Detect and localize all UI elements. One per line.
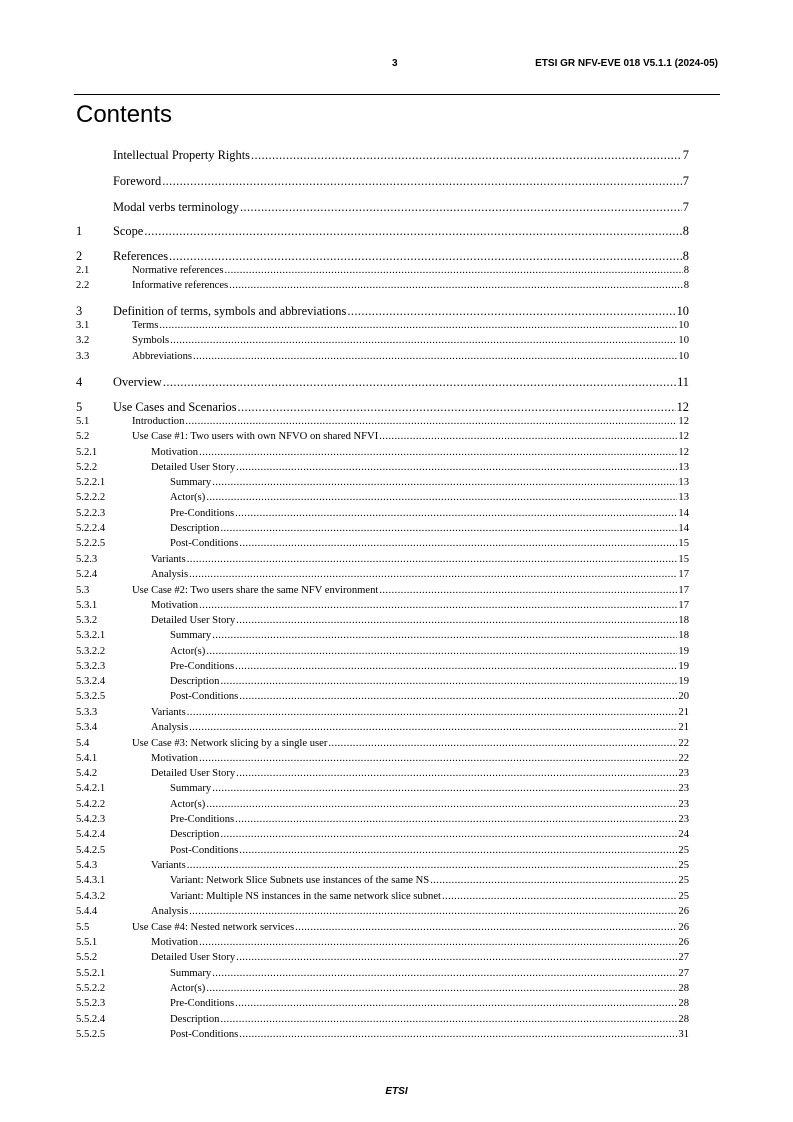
toc-entry-title: Analysis <box>151 569 189 580</box>
toc-dot-leader <box>169 249 682 264</box>
toc-dot-leader <box>162 174 682 189</box>
toc-entry-page: 23 <box>678 768 689 779</box>
toc-entry-title: Pre-Conditions <box>170 508 235 519</box>
footer-organization: ETSI <box>385 1086 408 1097</box>
toc-dot-leader <box>199 937 677 948</box>
toc-dot-leader <box>430 875 677 886</box>
toc-entry-title: Scope <box>113 224 144 238</box>
toc-entry-page: 22 <box>678 738 689 749</box>
toc-dot-leader <box>187 554 678 565</box>
toc-dot-leader <box>187 707 678 718</box>
toc-entry-title: Motivation <box>151 937 199 948</box>
toc-dot-leader <box>189 569 677 580</box>
toc-entry-page: 10 <box>678 351 689 362</box>
toc-entry-number: 5.3.3 <box>76 707 98 718</box>
toc-entry[interactable] <box>76 200 689 216</box>
toc-entry[interactable] <box>76 304 689 320</box>
toc-dot-leader <box>239 691 677 702</box>
toc-dot-leader <box>251 148 682 163</box>
toc-entry[interactable] <box>76 1014 689 1028</box>
toc-entry-number: 5.2.2.5 <box>76 538 106 549</box>
toc-entry-number: 5.3.1 <box>76 600 98 611</box>
toc-entry[interactable] <box>76 400 689 416</box>
toc-dot-leader <box>239 1029 677 1040</box>
toc-entry[interactable] <box>76 891 689 905</box>
toc-dot-leader <box>229 280 683 291</box>
toc-dot-leader <box>199 447 677 458</box>
header-page-number: 3 <box>392 58 398 69</box>
toc-entry[interactable] <box>76 585 689 599</box>
toc-entry-title: Use Case #3: Network slicing by a single user <box>132 738 328 749</box>
toc-entry-title: Detailed User Story <box>151 952 236 963</box>
toc-dot-leader <box>236 952 677 963</box>
toc-entry-page: 8 <box>682 249 689 263</box>
toc-entry-page: 28 <box>678 983 689 994</box>
toc-entry[interactable] <box>76 952 689 966</box>
toc-entry[interactable] <box>76 569 689 583</box>
toc-entry-number: 3.2 <box>76 335 90 346</box>
toc-entry-page: 25 <box>678 891 689 902</box>
toc-entry-title: Modal verbs terminology <box>113 200 239 214</box>
toc-entry-page: 26 <box>678 937 689 948</box>
toc-entry[interactable] <box>76 783 689 797</box>
toc-entry-number: 5.2.2 <box>76 462 98 473</box>
toc-entry-number: 5.2.2.2 <box>76 492 106 503</box>
toc-dot-leader <box>235 661 677 672</box>
toc-dot-leader <box>159 320 677 331</box>
toc-entry-page: 26 <box>678 922 689 933</box>
toc-entry-page: 31 <box>678 1029 689 1040</box>
toc-entry-number: 5.3 <box>76 585 90 596</box>
toc-entry[interactable] <box>76 768 689 782</box>
toc-entry-page: 15 <box>678 538 689 549</box>
toc-entry[interactable] <box>76 753 689 767</box>
toc-entry-title: Summary <box>170 783 212 794</box>
toc-entry[interactable] <box>76 646 689 660</box>
toc-dot-leader <box>185 416 677 427</box>
toc-entry-number: 5.5.2.3 <box>76 998 106 1009</box>
toc-entry-page: 19 <box>678 676 689 687</box>
toc-entry-title: Motivation <box>151 600 199 611</box>
toc-entry-number: 5.2.1 <box>76 447 98 458</box>
toc-entry[interactable] <box>76 174 689 190</box>
toc-entry-number: 5.5.2.5 <box>76 1029 106 1040</box>
toc-dot-leader <box>328 738 677 749</box>
toc-dot-leader <box>220 523 677 534</box>
toc-entry[interactable] <box>76 492 689 506</box>
toc-entry-page: 10 <box>678 335 689 346</box>
toc-entry-number: 5.4.2 <box>76 768 98 779</box>
toc-entry-title: References <box>113 249 169 263</box>
toc-entry-title: Description <box>170 1014 220 1025</box>
toc-entry-title: Variants <box>151 860 186 871</box>
toc-dot-leader <box>236 615 677 626</box>
toc-dot-leader <box>236 462 677 473</box>
toc-entry[interactable] <box>76 148 689 164</box>
toc-entry-page: 19 <box>678 646 689 657</box>
toc-entry-title: Variants <box>151 707 186 718</box>
toc-entry-page: 10 <box>678 320 689 331</box>
toc-entry-page: 28 <box>678 998 689 1009</box>
toc-dot-leader <box>189 906 677 917</box>
toc-entry[interactable] <box>76 249 689 265</box>
toc-dot-leader <box>189 722 677 733</box>
toc-entry-number: 3.1 <box>76 320 90 331</box>
toc-entry-title: Abbreviations <box>132 351 193 362</box>
toc-entry[interactable] <box>76 906 689 920</box>
toc-entry-page: 12 <box>678 447 689 458</box>
toc-entry-number: 5.3.2.3 <box>76 661 106 672</box>
toc-entry[interactable] <box>76 523 689 537</box>
toc-entry-page: 27 <box>678 968 689 979</box>
toc-entry-title: Use Case #4: Nested network services <box>132 922 295 933</box>
toc-dot-leader <box>206 492 677 503</box>
page-title: Contents <box>76 101 173 128</box>
toc-entry-number: 1 <box>76 224 83 238</box>
toc-dot-leader <box>212 783 677 794</box>
toc-entry-title: Summary <box>170 968 212 979</box>
toc-dot-leader <box>238 400 676 415</box>
toc-dot-leader <box>347 304 675 319</box>
toc-entry-number: 2.1 <box>76 265 90 276</box>
header-document-id: ETSI GR NFV-EVE 018 V5.1.1 (2024-05) <box>535 58 718 69</box>
toc-entry-page: 21 <box>678 722 689 733</box>
toc-entry-title: Motivation <box>151 753 199 764</box>
toc-entry-page: 23 <box>678 799 689 810</box>
toc-entry-title: Introduction <box>132 416 185 427</box>
toc-dot-leader <box>220 1014 677 1025</box>
toc-entry[interactable] <box>76 829 689 843</box>
toc-dot-leader <box>199 753 677 764</box>
toc-dot-leader <box>295 922 677 933</box>
toc-entry[interactable] <box>76 845 689 859</box>
toc-entry-title: Summary <box>170 477 212 488</box>
toc-entry-page: 25 <box>678 875 689 886</box>
toc-entry[interactable] <box>76 431 689 445</box>
toc-entry-number: 3.3 <box>76 351 90 362</box>
toc-dot-leader <box>212 477 677 488</box>
toc-dot-leader <box>206 646 677 657</box>
header-rule <box>74 94 720 95</box>
toc-entry[interactable] <box>76 462 689 476</box>
toc-entry-page: 28 <box>678 1014 689 1025</box>
toc-entry[interactable] <box>76 691 689 705</box>
toc-entry-number: 5.2.2.4 <box>76 523 106 534</box>
toc-entry-page: 8 <box>683 265 689 276</box>
toc-entry-title: Pre-Conditions <box>170 998 235 1009</box>
toc-entry-number: 5.4.4 <box>76 906 98 917</box>
toc-entry-number: 5.3.2.5 <box>76 691 106 702</box>
toc-entry-number: 5.5.2 <box>76 952 98 963</box>
toc-entry-title: Description <box>170 829 220 840</box>
toc-entry[interactable] <box>76 320 689 334</box>
toc-entry-page: 25 <box>678 860 689 871</box>
toc-entry[interactable] <box>76 875 689 889</box>
toc-entry-title: Analysis <box>151 722 189 733</box>
toc-dot-leader <box>193 351 677 362</box>
toc-entry-title: Pre-Conditions <box>170 814 235 825</box>
toc-entry-title: Use Cases and Scenarios <box>113 400 237 414</box>
toc-entry-page: 13 <box>678 477 689 488</box>
toc-entry-page: 26 <box>678 906 689 917</box>
toc-dot-leader <box>442 891 677 902</box>
toc-entry-page: 19 <box>678 661 689 672</box>
toc-entry[interactable] <box>76 968 689 982</box>
toc-entry[interactable] <box>76 265 689 279</box>
toc-dot-leader <box>212 968 677 979</box>
toc-dot-leader <box>239 538 677 549</box>
toc-entry-number: 5.4.3.1 <box>76 875 106 886</box>
toc-entry-page: 23 <box>678 783 689 794</box>
toc-entry-title: Variants <box>151 554 186 565</box>
toc-entry-number: 5.3.4 <box>76 722 98 733</box>
toc-entry-page: 11 <box>677 375 689 389</box>
toc-entry-title: Use Case #1: Two users with own NFVO on shared NFVI <box>132 431 379 442</box>
toc-entry[interactable] <box>76 224 689 240</box>
toc-entry[interactable] <box>76 738 689 752</box>
toc-entry[interactable] <box>76 477 689 491</box>
toc-entry-title: Variant: Multiple NS instances in the same network slice subnet <box>170 891 441 902</box>
toc-entry[interactable] <box>76 375 689 391</box>
toc-entry-title: Overview <box>113 375 162 389</box>
toc-dot-leader <box>206 983 677 994</box>
toc-dot-leader <box>206 799 677 810</box>
toc-entry-page: 15 <box>678 554 689 565</box>
toc-entry-page: 20 <box>678 691 689 702</box>
toc-entry-title: Analysis <box>151 906 189 917</box>
toc-entry-title: Post-Conditions <box>170 845 239 856</box>
toc-dot-leader <box>240 200 682 215</box>
toc-entry-title: Actor(s) <box>170 983 206 994</box>
toc-entry-number: 5.5.1 <box>76 937 98 948</box>
toc-entry-title: Motivation <box>151 447 199 458</box>
toc-dot-leader <box>144 224 682 239</box>
toc-entry-page: 8 <box>682 224 689 238</box>
toc-entry-page: 12 <box>678 416 689 427</box>
toc-entry-number: 5.3.2.4 <box>76 676 106 687</box>
toc-entry-title: Terms <box>132 320 159 331</box>
toc-entry-number: 5.2.2.3 <box>76 508 106 519</box>
toc-entry[interactable] <box>76 983 689 997</box>
toc-entry-number: 5 <box>76 400 83 414</box>
toc-entry-page: 7 <box>682 200 689 214</box>
toc-entry-number: 5.5.2.2 <box>76 983 106 994</box>
toc-entry[interactable] <box>76 937 689 951</box>
toc-entry-title: Actor(s) <box>170 799 206 810</box>
toc-entry[interactable] <box>76 416 689 430</box>
toc-entry-number: 5.3.2.1 <box>76 630 106 641</box>
toc-entry-title: Post-Conditions <box>170 538 239 549</box>
toc-entry-number: 5.4.2.4 <box>76 829 106 840</box>
toc-entry-number: 5.2.3 <box>76 554 98 565</box>
toc-entry[interactable] <box>76 538 689 552</box>
toc-entry-page: 24 <box>678 829 689 840</box>
toc-entry-number: 5.3.2.2 <box>76 646 106 657</box>
toc-dot-leader <box>235 814 677 825</box>
toc-entry[interactable] <box>76 554 689 568</box>
toc-dot-leader <box>239 845 677 856</box>
toc-entry[interactable] <box>76 722 689 736</box>
toc-entry[interactable] <box>76 335 689 349</box>
toc-entry-number: 4 <box>76 375 83 389</box>
toc-entry[interactable] <box>76 676 689 690</box>
toc-entry-number: 5.4 <box>76 738 90 749</box>
toc-entry-page: 12 <box>676 400 689 414</box>
toc-entry-page: 18 <box>678 630 689 641</box>
toc-entry-title: Detailed User Story <box>151 615 236 626</box>
toc-dot-leader <box>170 335 677 346</box>
toc-entry-page: 21 <box>678 707 689 718</box>
toc-dot-leader <box>220 676 677 687</box>
toc-entry-number: 5.4.3 <box>76 860 98 871</box>
toc-entry[interactable] <box>76 351 689 365</box>
toc-entry-title: Normative references <box>132 265 224 276</box>
toc-entry-page: 23 <box>678 814 689 825</box>
toc-entry-title: Detailed User Story <box>151 462 236 473</box>
toc-entry-title: Use Case #2: Two users share the same NFV environment <box>132 585 379 596</box>
toc-entry-title: Intellectual Property Rights <box>113 148 250 162</box>
toc-entry[interactable] <box>76 922 689 936</box>
toc-entry-number: 3 <box>76 304 83 318</box>
toc-entry[interactable] <box>76 508 689 522</box>
toc-entry[interactable] <box>76 1029 689 1043</box>
toc-dot-leader <box>199 600 677 611</box>
toc-entry-title: Pre-Conditions <box>170 661 235 672</box>
toc-entry-number: 5.2.4 <box>76 569 98 580</box>
toc-entry-number: 5.4.2.5 <box>76 845 106 856</box>
toc-entry-page: 7 <box>682 174 689 188</box>
toc-entry-page: 17 <box>678 585 689 596</box>
toc-entry-page: 12 <box>678 431 689 442</box>
toc-entry[interactable] <box>76 814 689 828</box>
toc-entry-number: 5.5.2.4 <box>76 1014 106 1025</box>
toc-entry-title: Variant: Network Slice Subnets use instances of the same NS <box>170 875 430 886</box>
toc-entry-number: 2.2 <box>76 280 90 291</box>
toc-entry-number: 5.2.2.1 <box>76 477 106 488</box>
toc-entry-number: 2 <box>76 249 83 263</box>
toc-dot-leader <box>187 860 678 871</box>
toc-entry-title: Summary <box>170 630 212 641</box>
toc-entry-title: Actor(s) <box>170 492 206 503</box>
toc-dot-leader <box>163 375 676 390</box>
toc-entry[interactable] <box>76 630 689 644</box>
toc-entry[interactable] <box>76 280 689 294</box>
toc-entry-title: Detailed User Story <box>151 768 236 779</box>
toc-entry-number: 5.4.2.1 <box>76 783 106 794</box>
toc-entry[interactable] <box>76 799 689 813</box>
toc-entry[interactable] <box>76 860 689 874</box>
toc-entry-title: Post-Conditions <box>170 691 239 702</box>
toc-entry-page: 13 <box>678 462 689 473</box>
toc-entry-title: Description <box>170 523 220 534</box>
toc-dot-leader <box>220 829 677 840</box>
toc-dot-leader <box>224 265 682 276</box>
toc-entry-page: 8 <box>683 280 689 291</box>
toc-dot-leader <box>235 998 677 1009</box>
toc-entry-number: 5.5.2.1 <box>76 968 106 979</box>
toc-entry[interactable] <box>76 615 689 629</box>
toc-dot-leader <box>379 431 677 442</box>
toc-entry-title: Foreword <box>113 174 162 188</box>
toc-entry-page: 18 <box>678 615 689 626</box>
toc-entry-page: 10 <box>676 304 689 318</box>
toc-entry-page: 14 <box>678 523 689 534</box>
toc-entry-page: 27 <box>678 952 689 963</box>
toc-entry-page: 14 <box>678 508 689 519</box>
toc-dot-leader <box>236 768 677 779</box>
toc-entry-title: Post-Conditions <box>170 1029 239 1040</box>
toc-entry-page: 17 <box>678 569 689 580</box>
toc-entry-number: 5.4.3.2 <box>76 891 106 902</box>
toc-entry-number: 5.2 <box>76 431 90 442</box>
toc-entry[interactable] <box>76 447 689 461</box>
toc-entry[interactable] <box>76 998 689 1012</box>
toc-dot-leader <box>379 585 677 596</box>
toc-entry-title: Definition of terms, symbols and abbreviations <box>113 304 347 318</box>
toc-entry-number: 5.4.1 <box>76 753 98 764</box>
toc-entry-title: Description <box>170 676 220 687</box>
toc-entry-number: 5.3.2 <box>76 615 98 626</box>
toc-entry-page: 25 <box>678 845 689 856</box>
toc-entry-page: 17 <box>678 600 689 611</box>
toc-entry-number: 5.1 <box>76 416 90 427</box>
toc-dot-leader <box>212 630 677 641</box>
toc-entry-number: 5.5 <box>76 922 90 933</box>
toc-entry-page: 13 <box>678 492 689 503</box>
toc-entry-number: 5.4.2.3 <box>76 814 106 825</box>
toc-entry[interactable] <box>76 661 689 675</box>
toc-entry-page: 7 <box>682 148 689 162</box>
toc-entry-title: Informative references <box>132 280 229 291</box>
toc-entry[interactable] <box>76 707 689 721</box>
toc-entry-number: 5.4.2.2 <box>76 799 106 810</box>
toc-entry-page: 22 <box>678 753 689 764</box>
toc-entry-title: Actor(s) <box>170 646 206 657</box>
toc-entry-title: Symbols <box>132 335 170 346</box>
toc-entry[interactable] <box>76 600 689 614</box>
toc-dot-leader <box>235 508 677 519</box>
